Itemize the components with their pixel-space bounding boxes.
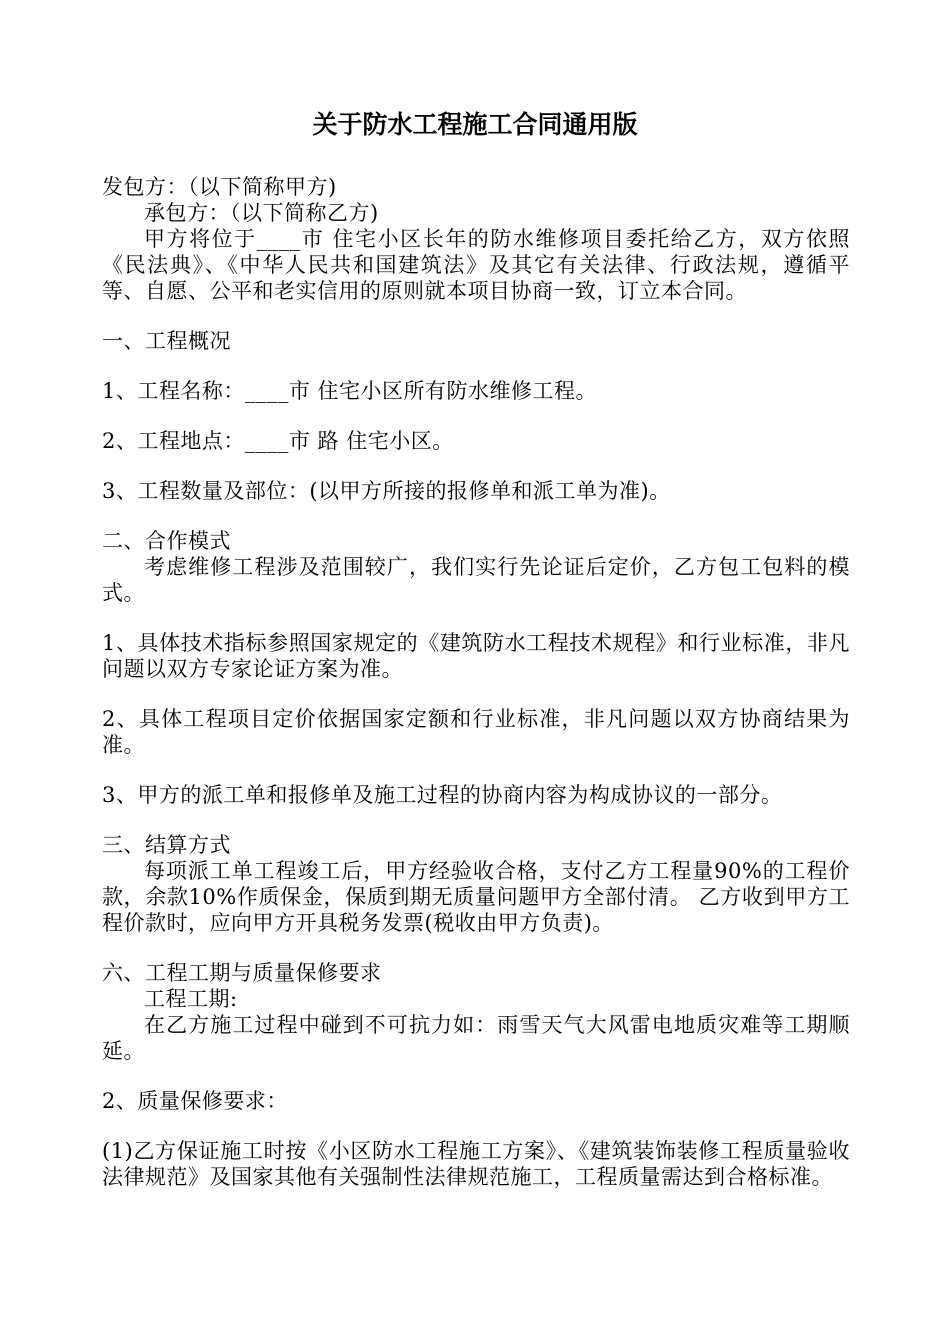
section-heading-settlement: 三、结算方式	[102, 833, 231, 857]
cooperation-item-1: 1、具体技术指标参照国家规定的《建筑防水工程技术规程》和行业标准，非凡问题以双方专家论证方案为准。	[102, 631, 850, 681]
project-quantity-item: 3、工程数量及部位：(以甲方所接的报修单和派工单为准)。	[102, 479, 671, 503]
document-title: 关于防水工程施工合同通用版	[312, 110, 638, 139]
party-a-line: 发包方：（以下简称甲方)	[102, 175, 337, 199]
cooperation-item-2: 2、具体工程项目定价依据国家定额和行业标准，非凡问题以双方协商结果为准。	[102, 707, 850, 757]
preamble-paragraph: 甲方将位于____市 住宅小区长年的防水维修项目委托给乙方，双方依照《民法典》、《中华人民共和国建筑法》及其它有关法律、行政法规，遵循平等、自愿、公平和老实信用的原则就本项目协商一致，订立本合同。	[102, 227, 850, 303]
quality-subheading: 2、质量保修要求：	[102, 1089, 288, 1113]
cooperation-paragraph: 考虑维修工程涉及范围较广，我们实行先论证后定价，乙方包工包料的模式。	[102, 555, 850, 605]
project-location-item: 2、工程地点：____市 路 住宅小区。	[102, 429, 454, 453]
party-b-line: 承包方：（以下简称乙方)	[144, 201, 379, 225]
quality-item-1: (1)乙方保证施工时按《小区防水工程施工方案》、《建筑装饰装修工程质量验收法律规范》及国家其他有关强制性法律规范施工，工程质量需达到合格标准。	[102, 1139, 850, 1189]
section-heading-overview: 一、工程概况	[102, 329, 231, 353]
section-heading-cooperation: 二、合作模式	[102, 529, 231, 553]
schedule-subheading: 工程工期:	[144, 987, 238, 1011]
project-name-item: 1、工程名称：____市 住宅小区所有防水维修工程。	[102, 379, 598, 403]
document-body	[102, 174, 850, 1190]
section-heading-schedule-quality: 六、工程工期与质量保修要求	[102, 961, 382, 985]
schedule-paragraph: 在乙方施工过程中碰到不可抗力如：雨雪天气大风雷电地质灾难等工期顺延。	[102, 1013, 850, 1063]
cooperation-item-3: 3、甲方的派工单和报修单及施工过程的协商内容为构成协议的一部分。	[102, 783, 783, 807]
settlement-paragraph: 每项派工单工程竣工后，甲方经验收合格，支付乙方工程量90%的工程价款，余款10%作质保金，保质到期无质量问题甲方全部付清。 乙方收到甲方工程价款时，应向甲方开具税务发票(税收由甲方负责)。	[102, 859, 850, 935]
